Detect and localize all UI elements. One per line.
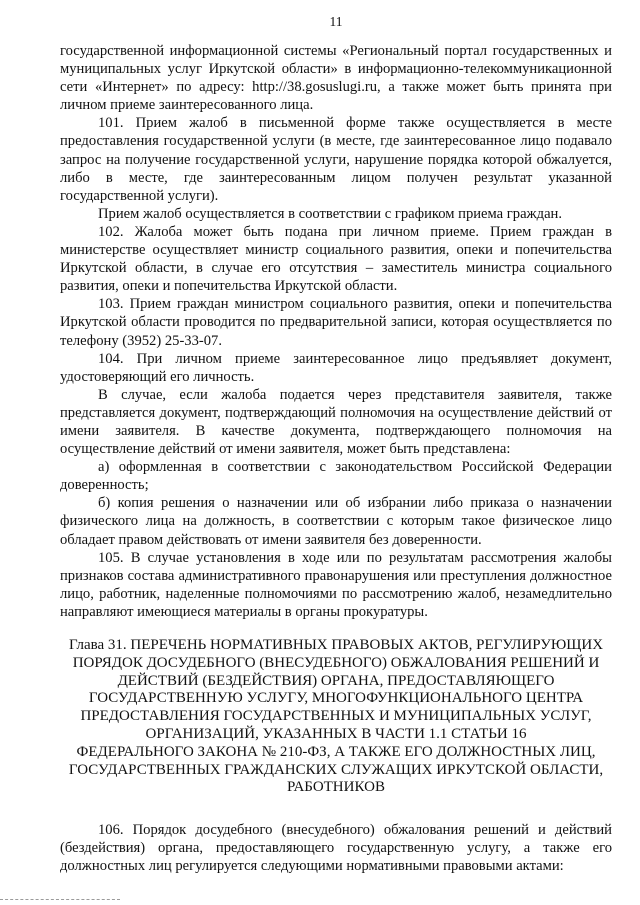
paragraph-schedule: Прием жалоб осуществляется в соответствии с графиком приема граждан. [98, 205, 562, 222]
chapter-heading-line: ФЕДЕРАЛЬНОГО ЗАКОНА № 210-ФЗ, А ТАКЖЕ ЕГО ДОЛЖНОСТНЫХ ЛИЦ, [76, 743, 596, 760]
paragraph-103: 103. Прием граждан министром социального развития, опеки и попечительства Иркутской области проводится по предварительной записи, которая осуществляется по телефону (3952) 25-33-07. [60, 296, 612, 349]
paragraph-105: 105. В случае установления в ходе или по результатам рассмотрения жалобы признаков состава административного правонарушения или преступления должностное лицо, работник, наделенные полномочиями по рассмотрению жалоб, незамедлительно направляют имеющиеся материалы в органы прокуратуры. [60, 549, 612, 620]
chapter-heading [60, 637, 612, 797]
chapter-heading-line: ПРЕДОСТАВЛЕНИЯ ГОСУДАРСТВЕННЫХ И МУНИЦИПАЛЬНЫХ УСЛУГ, [80, 708, 592, 725]
paragraph-101: 101. Прием жалоб в письменной форме также осуществляется в месте предоставления государственной услуги (в месте, где заинтересованное лицо подавало запрос на получение государственной услуги, нарушение порядка которой обжалуется, либо в месте, где заинтересованным лицом получен результат указанной государственной услуги). [60, 115, 612, 204]
list-item-a: а) оформленная в соответствии с законодательством Российской Федерации доверенность; [60, 459, 612, 494]
scan-edge-divider [0, 899, 120, 900]
chapter-heading-line: ГОСУДАРСТВЕННУЮ УСЛУГУ, МНОГОФУНКЦИОНАЛЬНОГО ЦЕНТРА [88, 690, 584, 707]
chapter-heading-line: ПОРЯДОК ДОСУДЕБНОГО (ВНЕСУДЕБНОГО) ОБЖАЛОВАНИЯ РЕШЕНИЙ И [72, 654, 600, 671]
document-page [60, 14, 612, 875]
paragraph-portal-address: государственной информационной системы «Региональный портал государственных и муниципальных услуг Иркутской области» в информационно-телекоммуникационной сети «Интернет» по адресу: http://38.gosuslugi.ru, а также может быть принята при личном приеме заинтересованного лица. [60, 43, 612, 114]
chapter-heading-line: РАБОТНИКОВ [287, 779, 385, 796]
chapter-heading-line: Глава 31. ПЕРЕЧЕНЬ НОРМАТИВНЫХ ПРАВОВЫХ АКТОВ, РЕГУЛИРУЮЩИХ [68, 637, 604, 653]
list-item-b: б) копия решения о назначении или об избрании либо приказа о назначении физического лица на должность, в соответствии с которым такое физическое лицо обладает правом действовать от имени заявителя без доверенности. [60, 495, 612, 548]
paragraph-106: 106. Порядок досудебного (внесудебного) обжалования решений и действий (бездействия) органа, предоставляющего государственную услугу, а также его должностных лиц регулируется следующими нормативными правовыми актами: [60, 822, 612, 875]
chapter-heading-line: ДЕЙСТВИЙ (БЕЗДЕЙСТВИЯ) ОРГАНА, ПРЕДОСТАВЛЯЮЩЕГО [117, 672, 555, 689]
paragraph-representative: В случае, если жалоба подается через представителя заявителя, также представляется документ, подтверждающий полномочия на осуществление действий от имени заявителя. В качестве документа, подтверждающего полномочия на осуществление действий от имени заявителя, может быть представлена: [60, 386, 612, 458]
paragraph-102: 102. Жалоба может быть подана при личном приеме. Прием граждан в министерстве осуществляет министр социального развития, опеки и попечительства Иркутской области, в случае его отсутствия – заместитель министра социального развития, опеки и попечительства Иркутской области. [60, 223, 612, 295]
chapter-heading-line: ГОСУДАРСТВЕННЫХ ГРАЖДАНСКИХ СЛУЖАЩИХ ИРКУТСКОЙ ОБЛАСТИ, [68, 761, 604, 778]
page-number: 11 [329, 14, 343, 29]
paragraph-104: 104. При личном приеме заинтересованное лицо предъявляет документ, удостоверяющий его личность. [60, 350, 612, 385]
chapter-heading-line: ОРГАНИЗАЦИЙ, УКАЗАННЫХ В ЧАСТИ 1.1 СТАТЬИ 16 [145, 725, 527, 742]
